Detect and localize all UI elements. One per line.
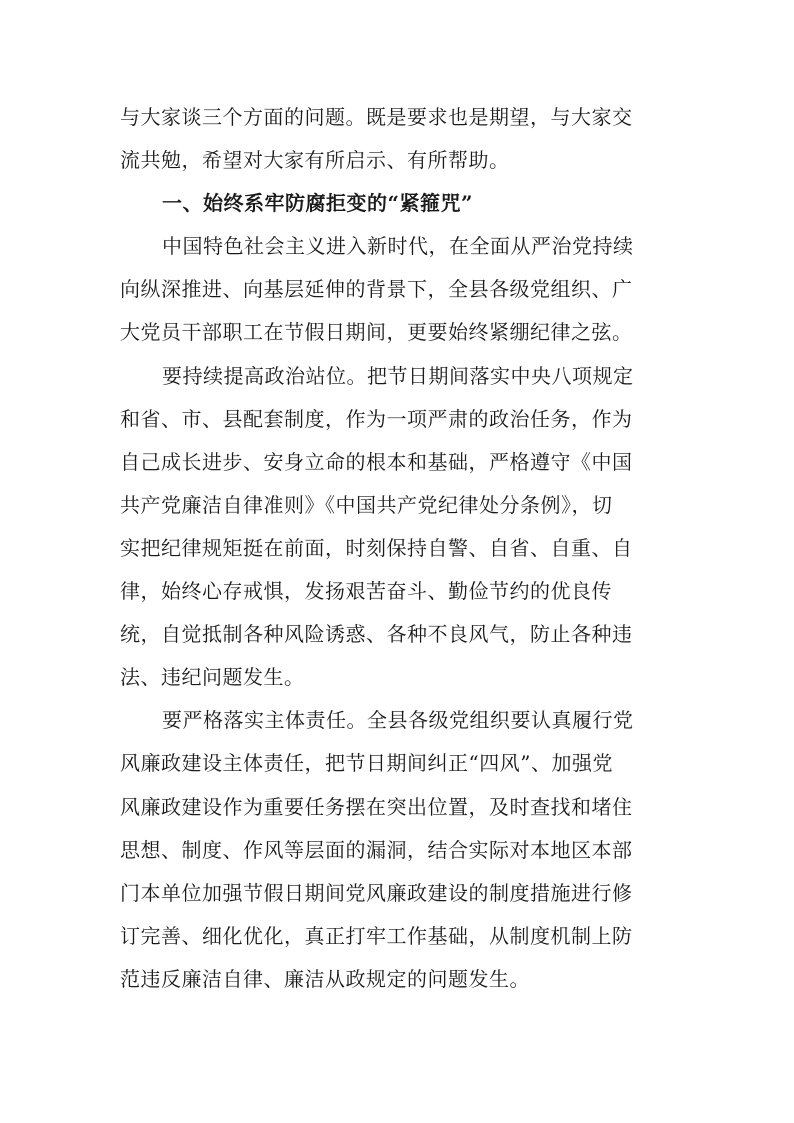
text-line: 要严格落实主体责任。全县各级党组织要认真履行党 <box>162 708 634 733</box>
text-line: 中国特色社会主义进入新时代，在全面从严治党持续 <box>162 234 634 259</box>
text-line: 和省、市、县配套制度，作为一项严肃的政治任务，作为 <box>120 406 633 431</box>
text-line: 统，自觉抵制各种风险诱惑、各种不良风气，防止各种违 <box>120 622 633 647</box>
text-line: 向纵深推进、向基层延伸的背景下，全县各级党组织、广 <box>120 277 633 302</box>
text-line: 实把纪律规矩挺在前面，时刻保持自警、自省、自重、自 <box>120 535 633 560</box>
text-line: 法、违纪问题发生。 <box>120 665 305 690</box>
text-line: 思想、制度、作风等层面的漏洞，结合实际对本地区本部 <box>120 837 633 862</box>
section-heading: 一、始终系牢防腐拒变的“紧箍咒” <box>162 191 474 216</box>
text-line: 风廉政建设主体责任，把节日期间纠正“四风”、加强党 <box>120 751 613 776</box>
text-line: 共产党廉洁自律准则》《中国共产党纪律处分条例》，切 <box>120 492 613 517</box>
text-line: 范违反廉洁自律、廉洁从政规定的问题发生。 <box>120 966 530 991</box>
text-line: 大党员干部职工在节假日期间，更要始终紧绷纪律之弦。 <box>120 320 633 345</box>
text-line: 自己成长进步、安身立命的根本和基础，严格遵守《中国 <box>120 449 633 474</box>
text-line: 订完善、细化优化，真正打牢工作基础，从制度机制上防 <box>120 923 633 948</box>
text-line: 要持续提高政治站位。把节日期间落实中央八项规定 <box>162 363 634 388</box>
text-line: 流共勉，希望对大家有所启示、有所帮助。 <box>120 148 510 173</box>
text-line: 律，始终心存戒惧，发扬艰苦奋斗、勤俭节约的优良传 <box>120 579 612 604</box>
text-line: 风廉政建设作为重要任务摆在突出位置，及时查找和堵住 <box>120 794 633 819</box>
body-text <box>120 96 660 1001</box>
text-line: 与大家谈三个方面的问题。既是要求也是期望，与大家交 <box>120 105 633 129</box>
text-line: 门本单位加强节假日期间党风廉政建设的制度措施进行修 <box>120 880 633 905</box>
